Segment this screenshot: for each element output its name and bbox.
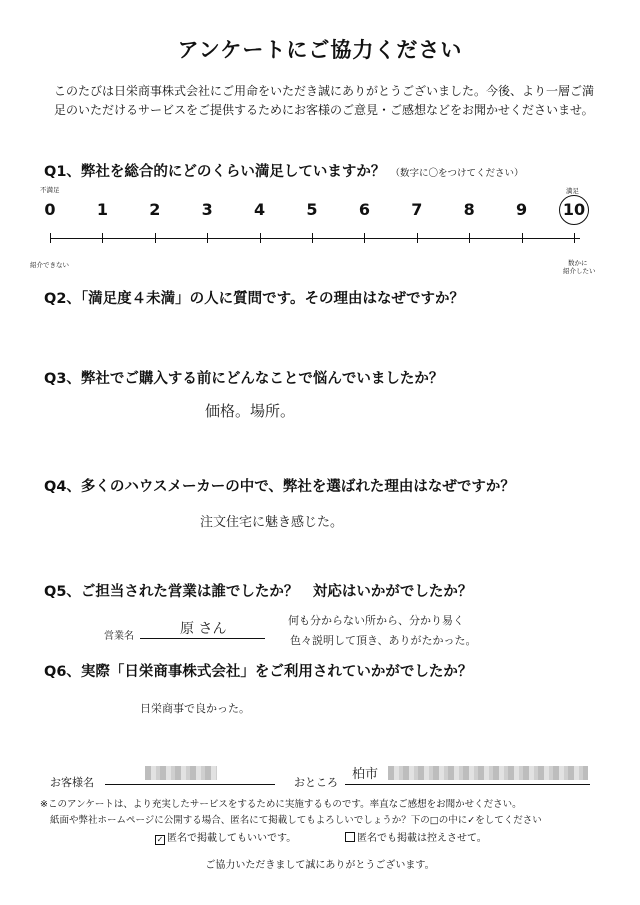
scale-left-top-label: 不満足	[40, 186, 60, 194]
scale-tick-10	[574, 233, 575, 243]
q5-label: Q5、ご担当された営業は誰でしたか？ 対応はいかがでしたか？	[44, 584, 473, 600]
scale-option-2[interactable]: 2	[149, 200, 161, 219]
sales-name-label: 営業名	[104, 631, 134, 642]
customer-name-underline	[105, 784, 275, 785]
scale-option-1[interactable]: 1	[96, 200, 108, 219]
q6-answer: 日栄商事で良かった。	[140, 702, 250, 715]
scale-option-5[interactable]: 5	[306, 200, 318, 219]
customer-name-redacted	[145, 766, 217, 780]
q5-answer-line-1: 何も分からない所から、分かり易く	[288, 614, 464, 627]
scale-tick-1	[102, 233, 103, 243]
scale-option-0[interactable]: 0	[44, 200, 56, 219]
q4-label: Q4、多くのハウスメーカーの中で、弊社を選ばれた理由はなぜですか？	[44, 479, 515, 495]
q3-answer: 価格。場所。	[205, 402, 296, 420]
publish-option-allowed[interactable]	[155, 829, 296, 845]
scale-option-7[interactable]: 7	[411, 200, 423, 219]
sales-name-value: 原 さん	[180, 621, 227, 637]
scale-option-10[interactable]: 10	[562, 200, 586, 219]
publish-option-declined[interactable]	[345, 829, 487, 844]
scale-option-8[interactable]: 8	[463, 200, 475, 219]
checkbox-unchecked[interactable]	[345, 832, 355, 842]
footer-note-1: ※このアンケートは、より充実したサービスをするために実施するものです。率直なご感想をお聞かせください。	[40, 799, 522, 810]
q1-question	[44, 160, 524, 181]
publish-option-allowed-label: 匿名で掲載してもいいです。	[167, 833, 297, 844]
scale-option-3[interactable]: 3	[201, 200, 213, 219]
address-label: おところ	[294, 776, 338, 789]
scale-tick-6	[364, 233, 365, 243]
publish-option-declined-label: 匿名でも掲載は控えさせて。	[357, 833, 487, 844]
satisfaction-scale-line	[50, 238, 580, 239]
q2-label: Q2、「満足度４未満」の人に質問です。その理由はなぜですか？	[44, 291, 465, 307]
scale-tick-0	[50, 233, 51, 243]
checkbox-checked[interactable]: ✓	[156, 835, 164, 844]
intro-text: このたびは日栄商事株式会社にご用命をいただき誠にありがとうございました。今後、より一層ご満足のいただけるサービスをご提供するためにお客様のご意見・ご感想などをお聞かせくださいませ。	[54, 84, 595, 117]
address-value: 柏市	[352, 767, 379, 782]
sales-name-underline	[140, 638, 265, 639]
scale-tick-9	[522, 233, 523, 243]
scale-option-4[interactable]: 4	[254, 200, 266, 219]
scale-tick-8	[469, 233, 470, 243]
scale-option-6[interactable]: 6	[358, 200, 370, 219]
q6-label: Q6、実際「日栄商事株式会社」をご利用されていかがでしたか？	[44, 664, 473, 680]
customer-name-label: お客様名	[50, 776, 94, 789]
scale-tick-4	[260, 233, 261, 243]
thanks-text: ご協力いただきまして誠にありがとうございます。	[205, 860, 435, 871]
scale-right-bottom-label-1: 数かに	[568, 259, 588, 267]
footer-note-2: 紙面や弊社ホームページに公開する場合、匿名にて掲載してもよろしいでしょうか？下の□の中に✓をしてください	[50, 815, 542, 826]
q1-note: （数字に〇をつけてください）	[390, 168, 524, 179]
selected-circle-mark	[559, 195, 589, 225]
scale-tick-5	[312, 233, 313, 243]
address-underline	[345, 784, 590, 785]
scale-right-top-label: 満足	[566, 187, 579, 195]
scale-option-9[interactable]: 9	[516, 200, 528, 219]
q3-label: Q3、弊社でご購入する前にどんなことで悩んでいましたか？	[44, 371, 444, 387]
scale-tick-3	[207, 233, 208, 243]
scale-tick-2	[155, 233, 156, 243]
page-title: アンケートにご協力ください	[177, 38, 463, 62]
q4-answer: 注文住宅に魅き感じた。	[200, 515, 344, 530]
scale-left-bottom-label: 紹介できない	[30, 261, 69, 269]
q1-label: Q1、弊社を総合的にどのくらい満足していますか？	[44, 164, 386, 180]
scale-right-bottom-label-2: 紹介したい	[563, 267, 596, 275]
scale-tick-7	[417, 233, 418, 243]
address-redacted	[388, 766, 588, 780]
q5-answer-line-2: 色々説明して頂き、ありがたかった。	[290, 634, 477, 647]
